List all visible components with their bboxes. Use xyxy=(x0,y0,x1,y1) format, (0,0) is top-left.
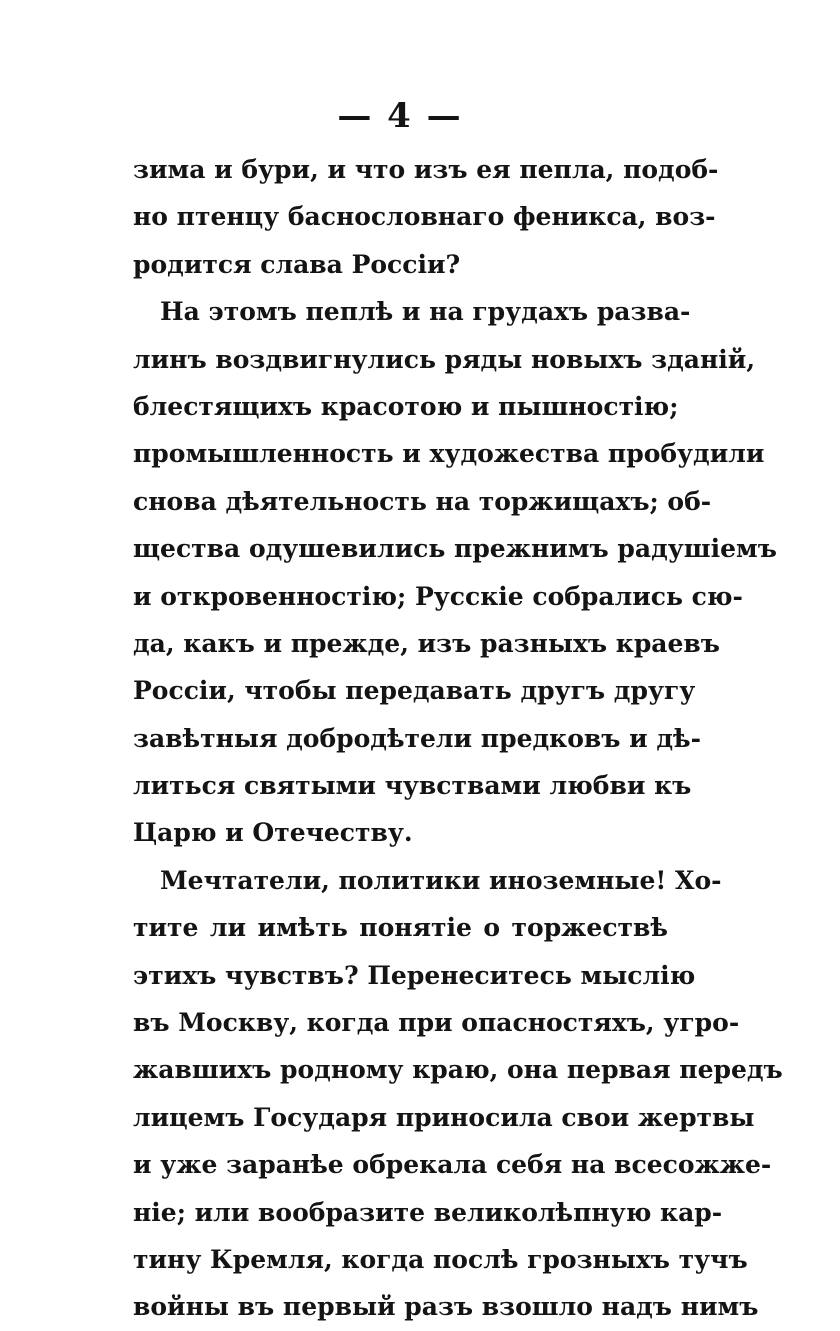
text-line: этихъ чувствъ? Перенеситесь мыслію xyxy=(133,960,696,990)
text-line: жавшихъ родному краю, она первая передъ xyxy=(133,1055,783,1085)
text-line: завѣтныя добродѣтели предковъ и дѣ- xyxy=(133,723,701,753)
paragraph-start-line: Мечтатели, политики иноземные! Хо- xyxy=(160,865,722,895)
text-line: тите ли имѣть понятіе о торжествѣ xyxy=(133,913,668,943)
text-line: Россіи, чтобы передавать другъ другу xyxy=(133,676,696,706)
text-line: лицемъ Государя приносила свои жертвы xyxy=(133,1102,755,1132)
text-line: и откровенностію; Русскіе собрались сю- xyxy=(133,581,743,611)
page-number: — 4 — xyxy=(337,96,463,136)
text-line: промышленность и художества пробудили xyxy=(133,439,765,469)
paragraph-start-line: На этомъ пеплѣ и на грудахъ разва- xyxy=(160,297,691,327)
text-line: въ Москву, когда при опасностяхъ, угро- xyxy=(133,1008,740,1038)
text-line: щества одушевились прежнимъ радушіемъ xyxy=(133,534,777,564)
text-line: и уже заранѣе обрекала себя на всесожже- xyxy=(133,1150,772,1180)
text-line: снова дѣятельность на торжищахъ; об- xyxy=(133,486,712,516)
body-text xyxy=(133,146,783,1331)
text-line: войны въ первый разъ взошло надъ нимъ xyxy=(133,1292,759,1322)
text-line: линъ воздвигнулись ряды новыхъ зданій, xyxy=(133,344,756,374)
text-line: литься святыми чувствами любви къ xyxy=(133,771,692,801)
text-line: Царю и Отечеству. xyxy=(133,818,413,848)
text-line: но птенцу баснословнаго феникса, воз- xyxy=(133,202,716,232)
text-line: блестящихъ красотою и пышностію; xyxy=(133,391,679,421)
text-line: да, какъ и прежде, изъ разныхъ краевъ xyxy=(133,628,720,658)
text-line: тину Кремля, когда послѣ грозныхъ тучъ xyxy=(133,1244,748,1274)
text-line: родится слава Россіи? xyxy=(133,249,461,279)
text-line: ніе; или вообразите великолѣпную кар- xyxy=(133,1197,723,1227)
text-line: зима и бури, и что изъ ея пепла, подоб- xyxy=(133,155,719,184)
